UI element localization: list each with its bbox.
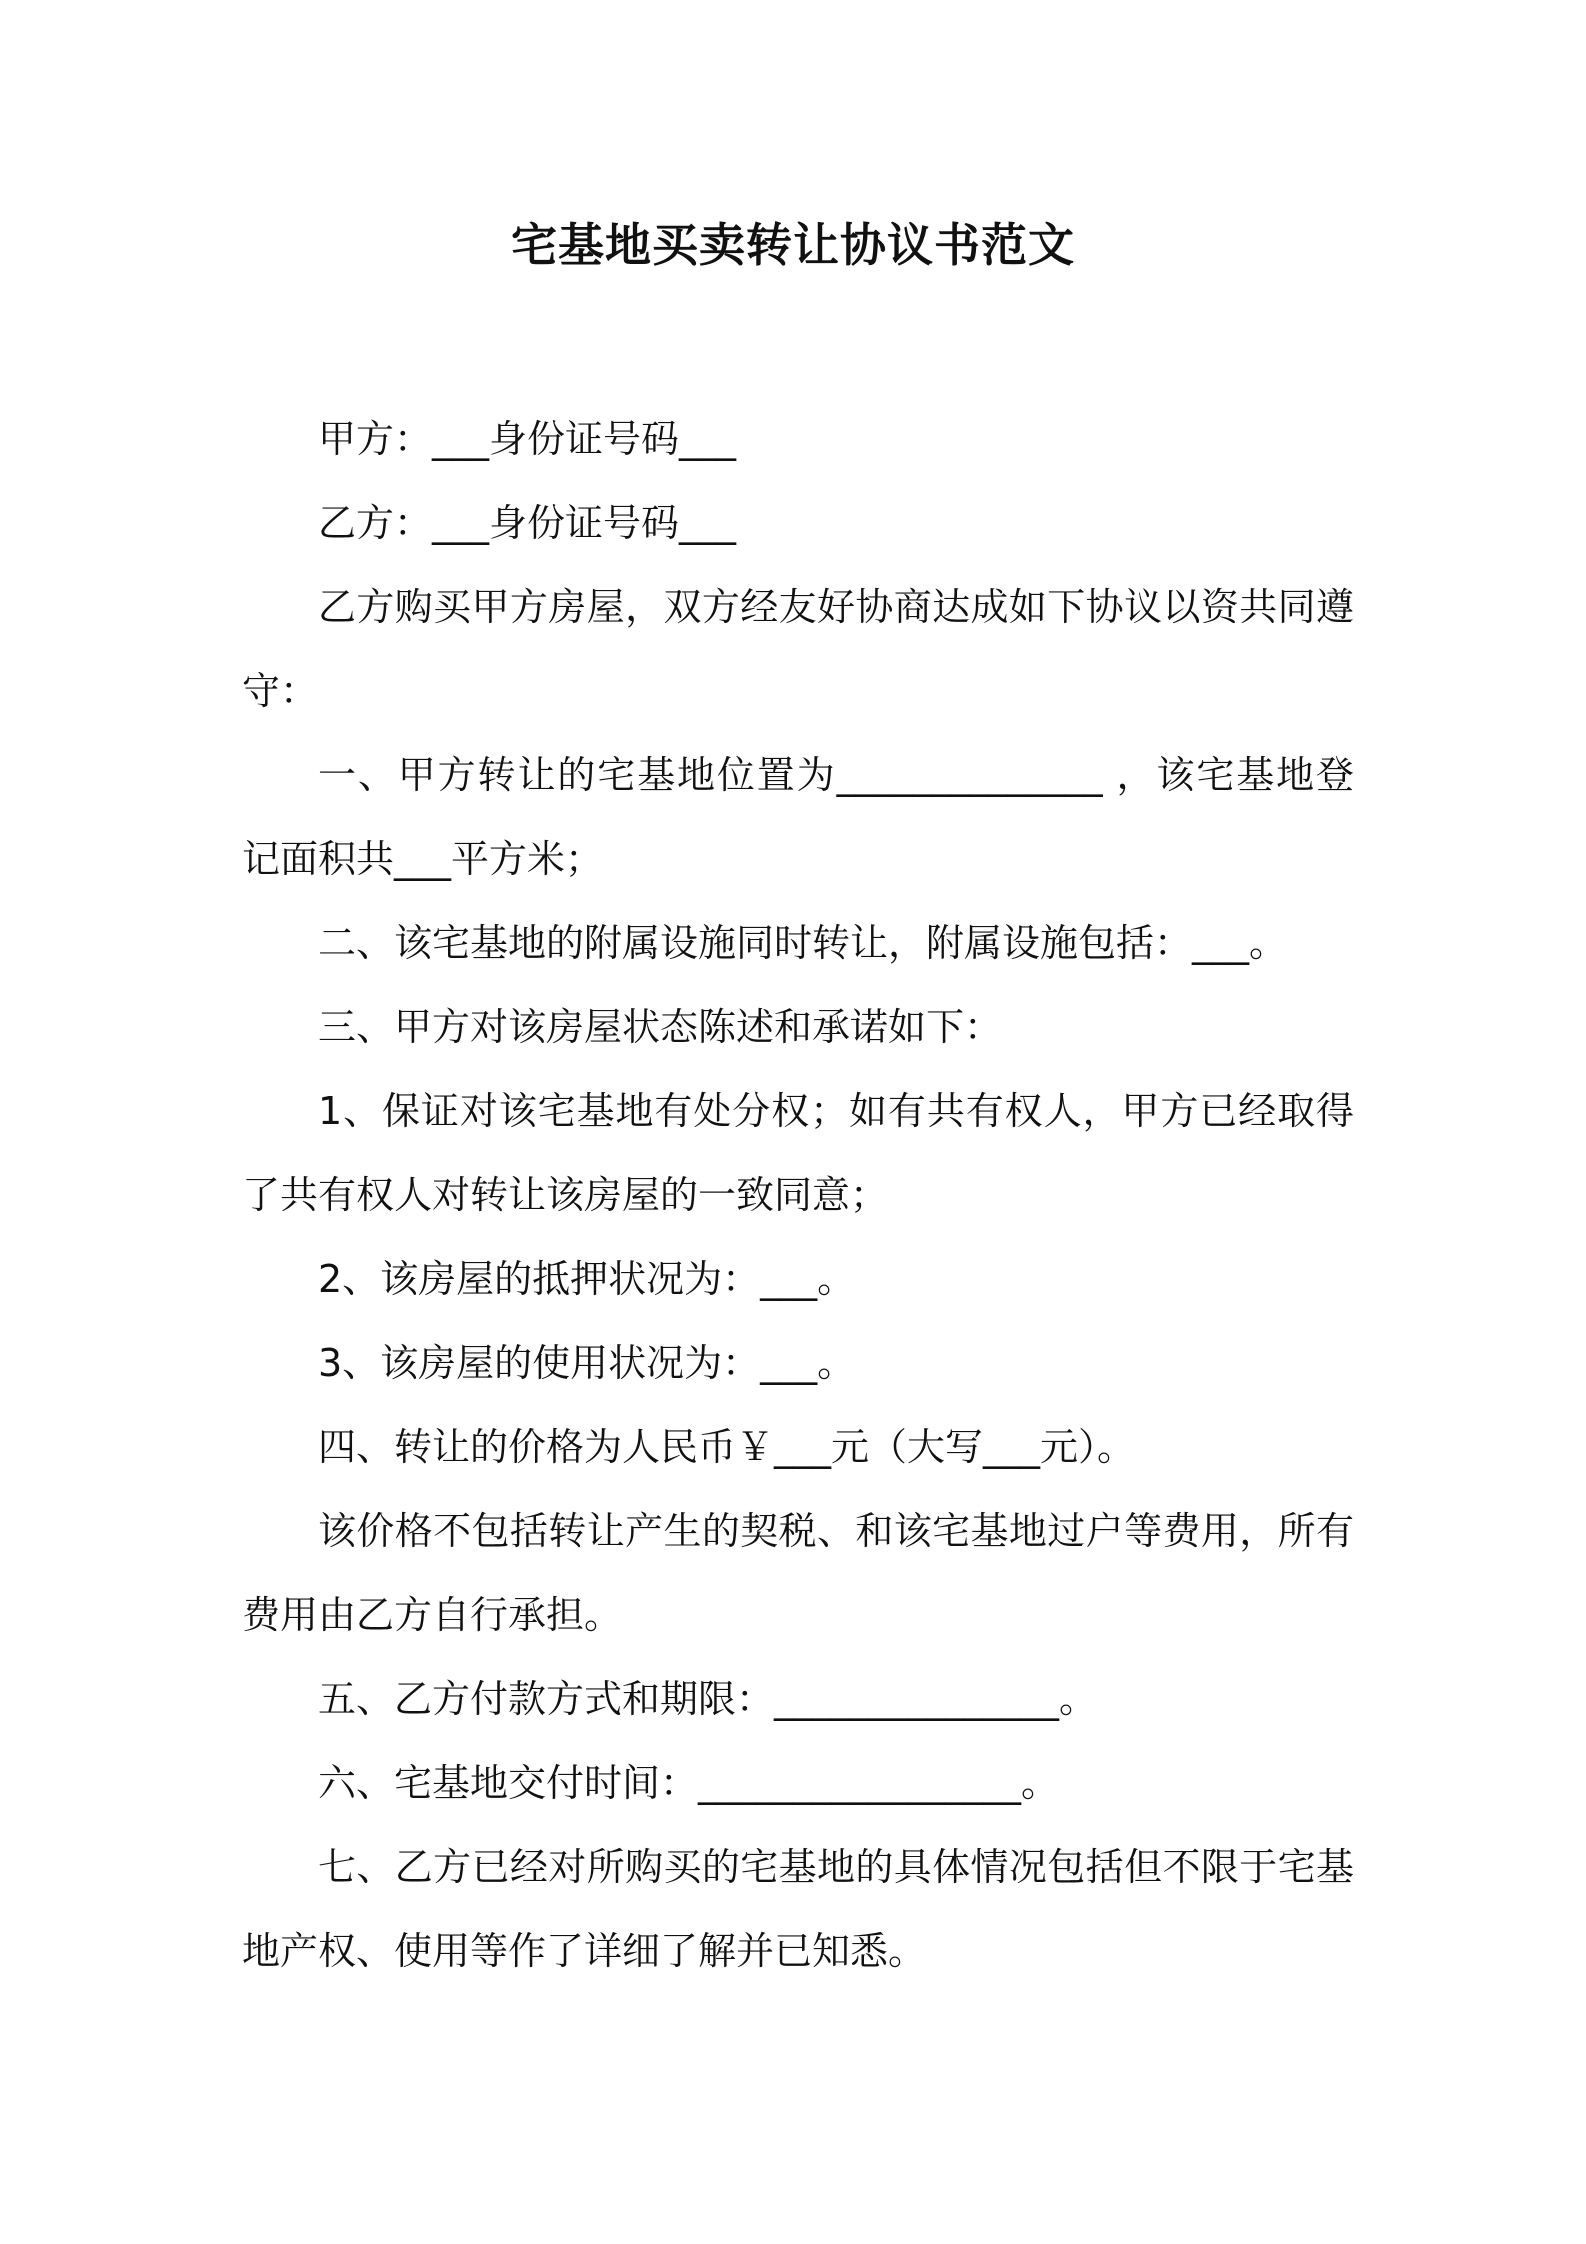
paragraph-clause-1: 一、甲方转让的宅基地位置为______________ ，该宅基地登记面积共___平方米； (242, 753, 1354, 881)
paragraph-clause-3: 三、甲方对该房屋状态陈述和承诺如下： (318, 1005, 1003, 1049)
paragraph-clause-6: 六、宅基地交付时间：_________________。 (318, 1761, 1060, 1805)
paragraph-clause-3-item-1: 1、保证对该宅基地有处分权；如有共有权人，甲方已经取得了共有权人对转让该房屋的一致同意； (242, 1089, 1354, 1217)
paragraph-clause-3-item-3: 3、该房屋的使用状况为：___。 (318, 1341, 856, 1385)
paragraph-party-b: 乙方：___身份证号码___ (318, 501, 737, 545)
document-body (242, 397, 1354, 1993)
paragraph-clause-4-note: 该价格不包括转让产生的契税、和该宅基地过户等费用，所有费用由乙方自行承担。 (242, 1509, 1354, 1637)
paragraph-clause-4: 四、转让的价格为人民币￥___元（大写___元）。 (318, 1425, 1136, 1469)
paragraph-clause-2: 二、该宅基地的附属设施同时转让，附属设施包括：___。 (318, 921, 1288, 965)
document-title: 宅基地买卖转让协议书范文 (511, 218, 1075, 272)
paragraph-clause-7: 七、乙方已经对所购买的宅基地的具体情况包括但不限于宅基地产权、使用等作了详细了解并已知悉。 (242, 1845, 1354, 1973)
paragraph-preamble: 乙方购买甲方房屋，双方经友好协商达成如下协议以资共同遵守： (242, 585, 1354, 713)
paragraph-party-a: 甲方：___身份证号码___ (318, 417, 737, 461)
paragraph-clause-3-item-2: 2、该房屋的抵押状况为：___。 (318, 1257, 856, 1301)
paragraph-clause-5: 五、乙方付款方式和期限：_______________。 (318, 1677, 1098, 1721)
